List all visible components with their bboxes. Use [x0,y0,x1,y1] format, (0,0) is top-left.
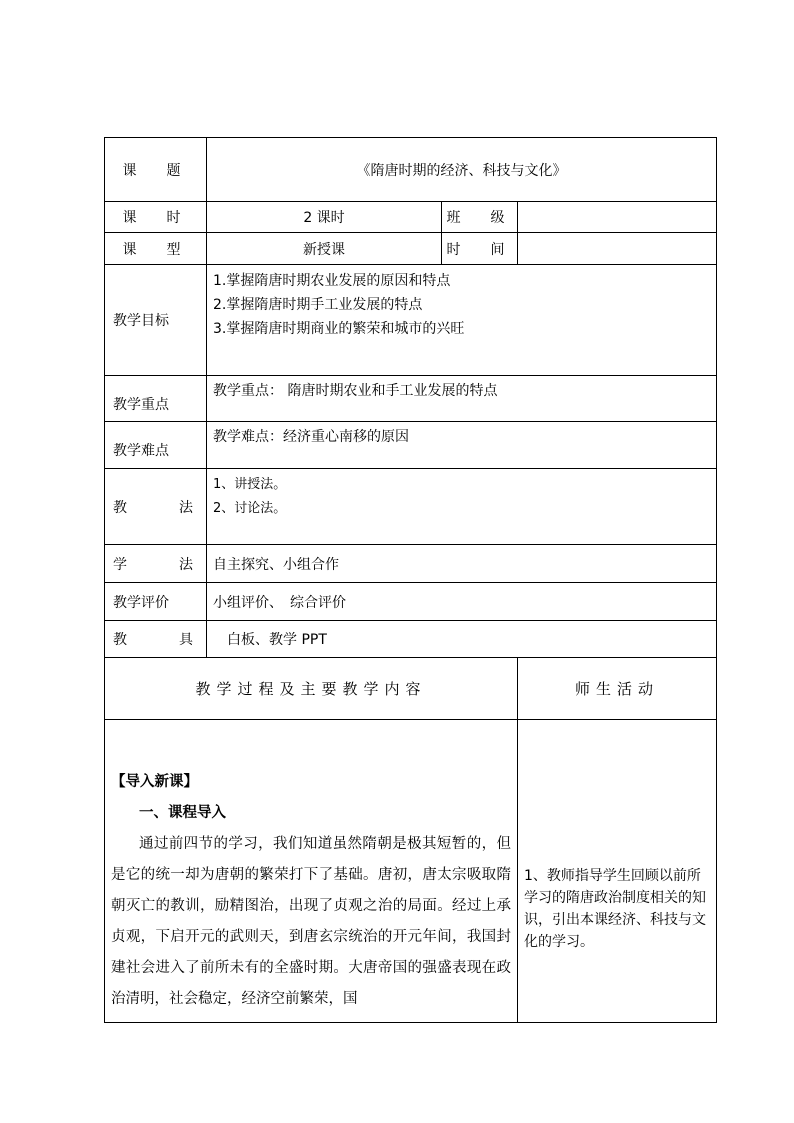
objective-item: 2.掌握隋唐时期手工业发展的特点 [213,297,423,313]
process-header: 教学过程及主要教学内容 [104,657,518,720]
teaching-methods-label: 教 法 [104,468,207,545]
difficulties-value: 教学难点：经济重心南移的原因 [206,421,717,469]
learning-methods-value: 自主探究、小组合作 [206,544,717,583]
tools-value: 白板、教学 PPT [206,620,717,658]
objectives-value [206,264,717,376]
tools-label: 教 具 [104,620,207,658]
key-points-label: 教学重点 [104,375,207,422]
objective-item: 3.掌握隋唐时期商业的繁荣和城市的兴旺 [213,321,465,337]
intro-paragraph: 通过前四节的学习，我们知道虽然隋朝是极其短暂的，但是它的统一却为唐朝的繁荣打下了基础。唐初，唐太宗吸取隋朝灭亡的教训，励精图治，出现了贞观之治的局面。经过上承贞观，下启开元的武则天，到唐玄宗统治的开元年间，我国封建社会进入了前所未有的全盛时期。大唐帝国的强盛表现在政治清明，社会稳定，经济空前繁荣，国 [111,836,511,1007]
objectives-label: 教学目标 [104,264,207,376]
teaching-methods-value [206,468,717,545]
topic-label: 课 题 [104,137,207,202]
lesson-type-label: 课 型 [104,232,207,265]
class-value [517,201,717,233]
difficulties-label: 教学难点 [104,421,207,469]
section-heading: 【导入新课】 [111,774,198,790]
lesson-type-value: 新授课 [206,232,442,265]
lesson-plan-table [104,137,717,1023]
time-value [517,232,717,265]
topic-value: 《隋唐时期的经济、科技与文化》 [206,137,717,202]
class-label: 班 级 [441,201,518,233]
learning-methods-label: 学 法 [104,544,207,583]
activity-text: 1、教师指导学生回顾以前所学习的隋唐政治制度相关的知识，引出本课经济、科技与文化的学习。 [524,868,706,950]
key-points-value: 教学重点： 隋唐时期农业和手工业发展的特点 [206,375,717,422]
activity-content [517,719,717,1023]
activity-header: 师生活动 [517,657,717,720]
evaluation-value: 小组评价、 综合评价 [206,582,717,621]
subsection-heading: 一、课程导入 [139,805,226,821]
hours-value: 2 课时 [206,201,442,233]
evaluation-label: 教学评价 [104,582,207,621]
method-item: 1、讲授法。 [213,477,287,492]
process-content [104,719,518,1023]
method-item: 2、讨论法。 [213,501,287,516]
time-label: 时 间 [441,232,518,265]
objective-item: 1.掌握隋唐时期农业发展的原因和特点 [213,273,451,289]
hours-label: 课 时 [104,201,207,233]
